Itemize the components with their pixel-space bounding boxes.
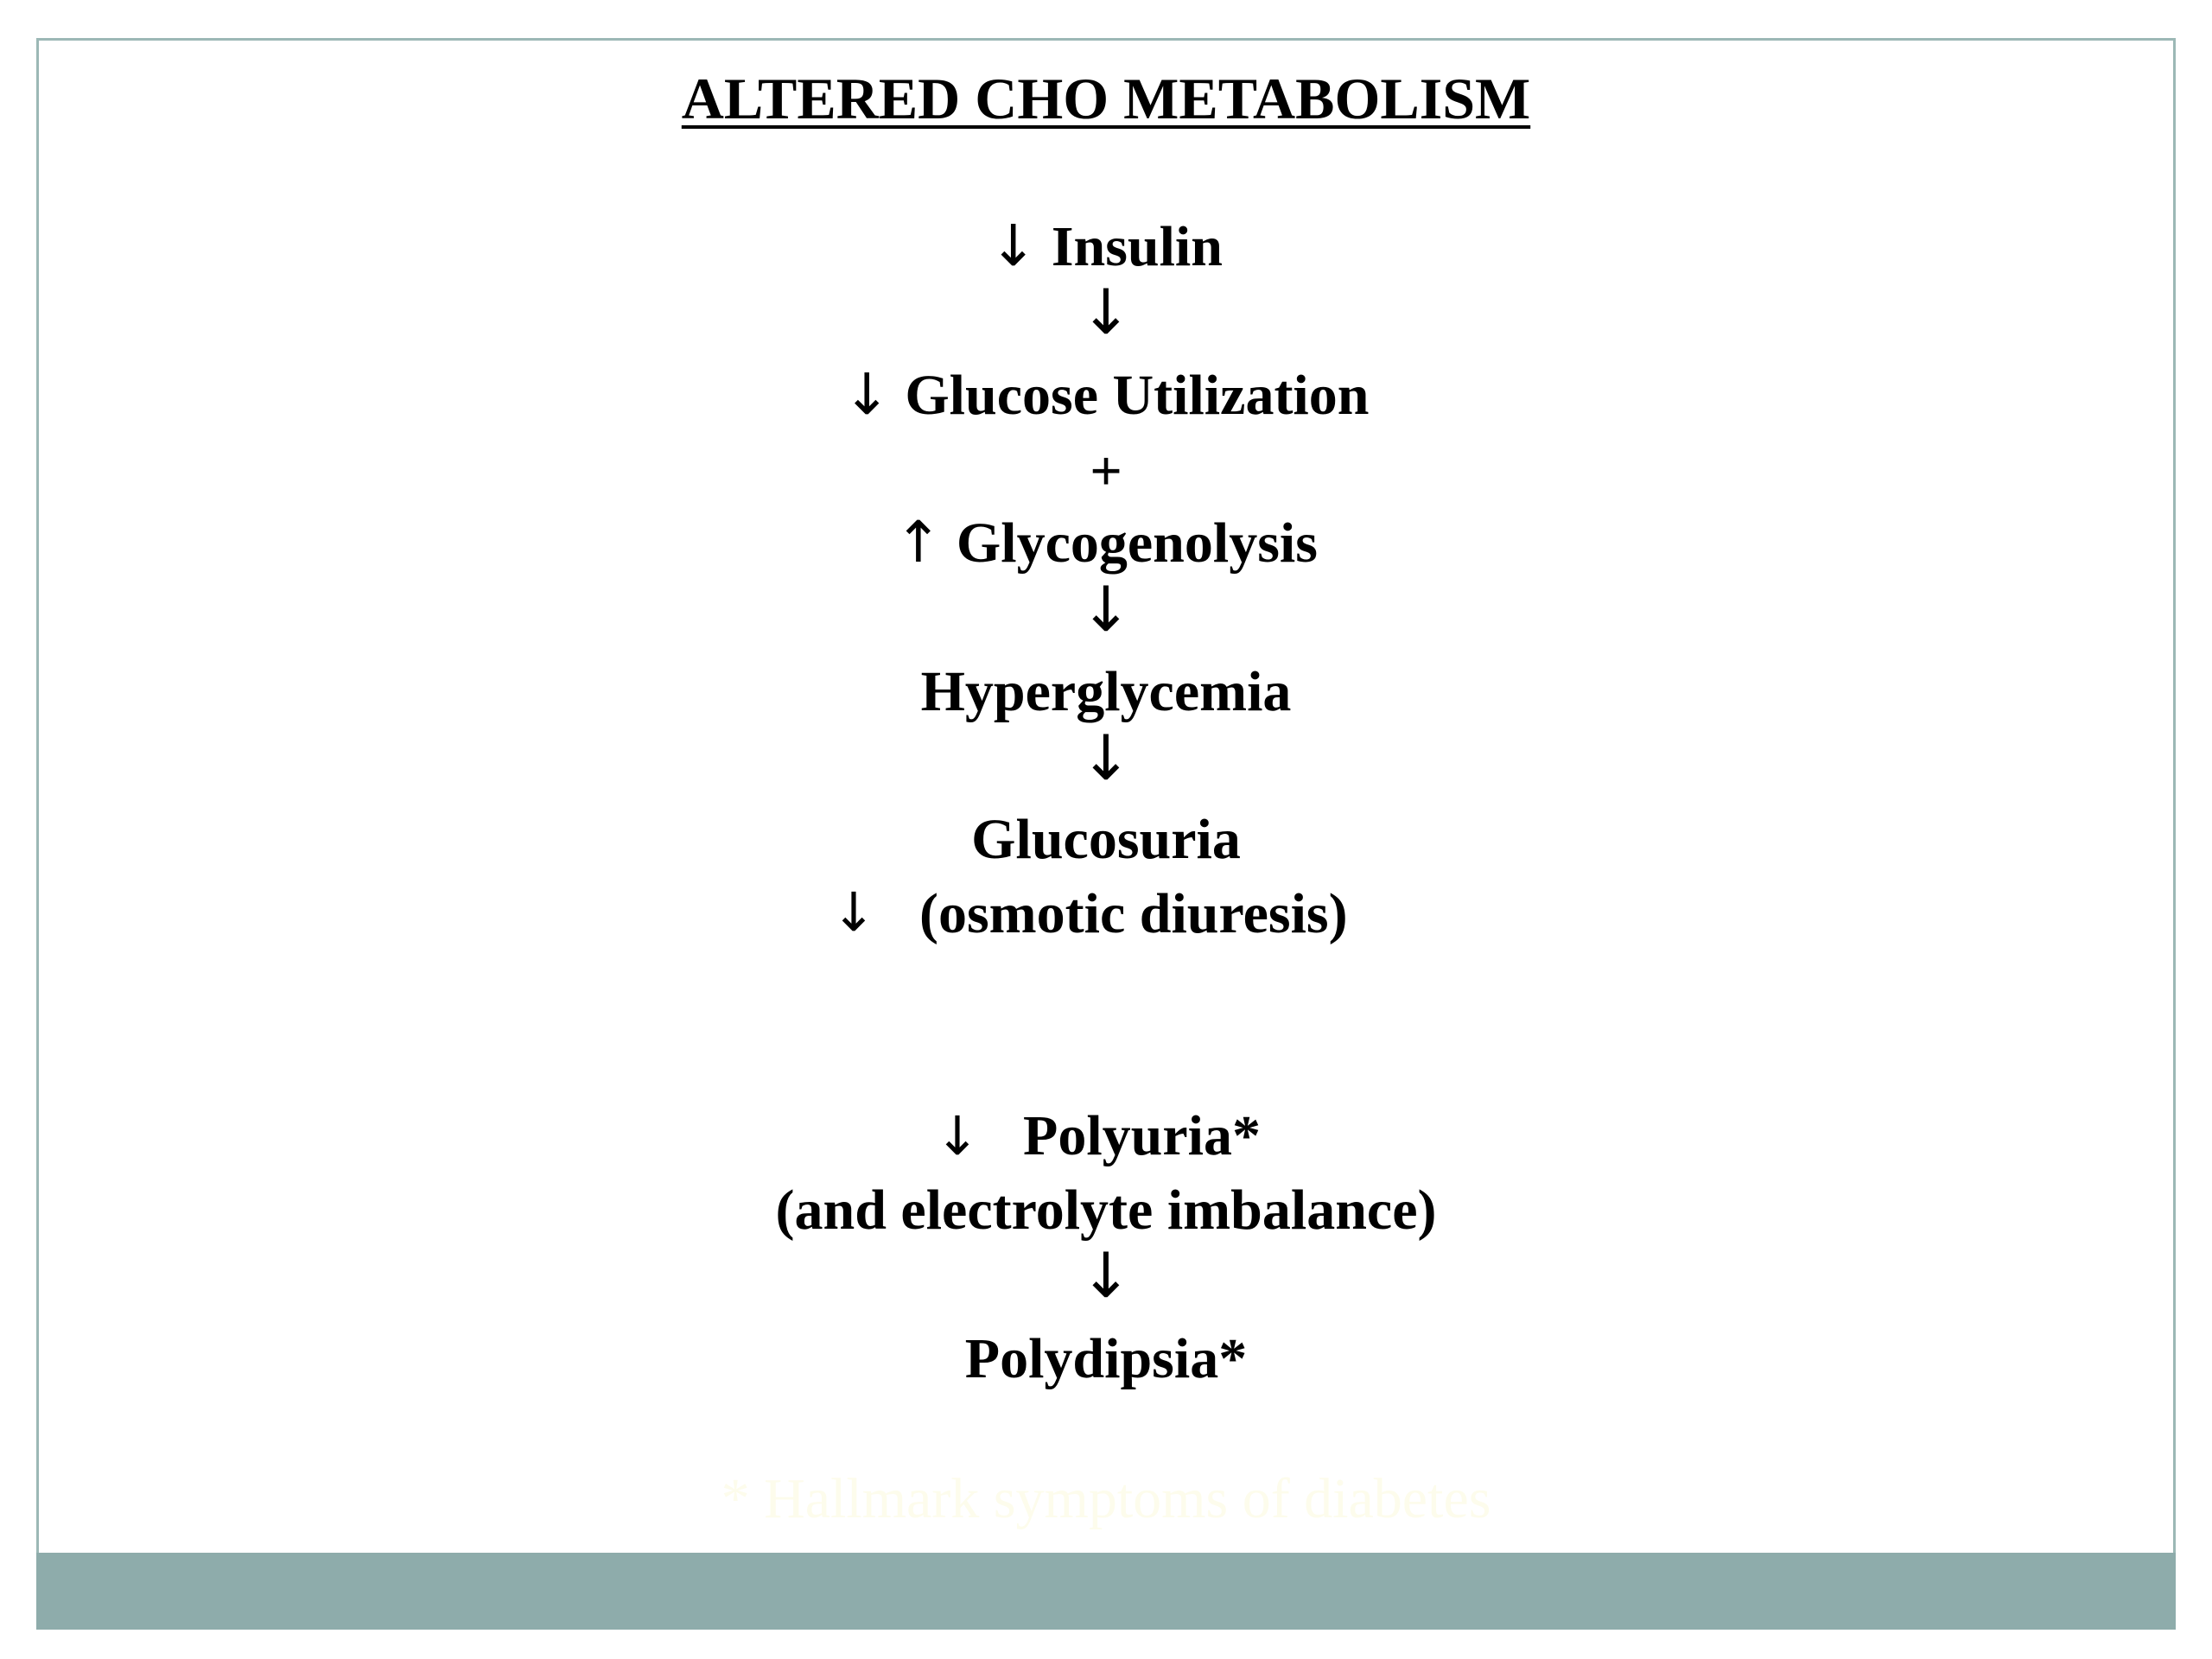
down-arrow-icon: ↓ — [842, 361, 891, 428]
step-electrolyte-imbalance: (and electrolyte imbalance) — [775, 1179, 1437, 1242]
down-arrow-icon: ↓ — [1079, 573, 1133, 645]
step-polydipsia: Polydipsia* — [964, 1327, 1248, 1390]
step-glucosuria: Glucosuria — [971, 808, 1241, 871]
down-arrow-icon: ↓ — [935, 1104, 980, 1167]
down-arrow-icon: ↓ — [1079, 276, 1133, 348]
step-glycogenolysis — [0, 505, 2212, 581]
step-polyuria: Polyuria* — [1023, 1104, 1261, 1167]
step-glucose-utilization — [0, 358, 2212, 433]
slide-bottom-bar — [36, 1553, 2176, 1630]
down-arrow-icon: ↓ — [1079, 721, 1133, 794]
plus-sign: + — [1090, 440, 1122, 503]
step-insulin-label: Insulin — [1037, 215, 1223, 278]
up-arrow-icon: ↑ — [894, 509, 943, 575]
hallmark-footnote: * Hallmark symptoms of diabetes — [721, 1467, 1491, 1530]
step-glucose-utilization-label: Glucose Utilization — [890, 364, 1370, 427]
step-osmotic-diuresis: (osmotic diuresis) — [919, 882, 1348, 945]
step-hyperglycemia: Hyperglycemia — [920, 660, 1292, 723]
down-arrow-icon: ↓ — [989, 213, 1038, 279]
down-arrow-icon: ↓ — [831, 880, 876, 944]
slide-title: ALTERED CHO METABOLISM — [681, 66, 1531, 131]
step-glycogenolysis-label: Glycogenolysis — [942, 512, 1318, 575]
down-arrow-icon: ↓ — [1079, 1239, 1133, 1312]
step-insulin — [0, 209, 2212, 284]
